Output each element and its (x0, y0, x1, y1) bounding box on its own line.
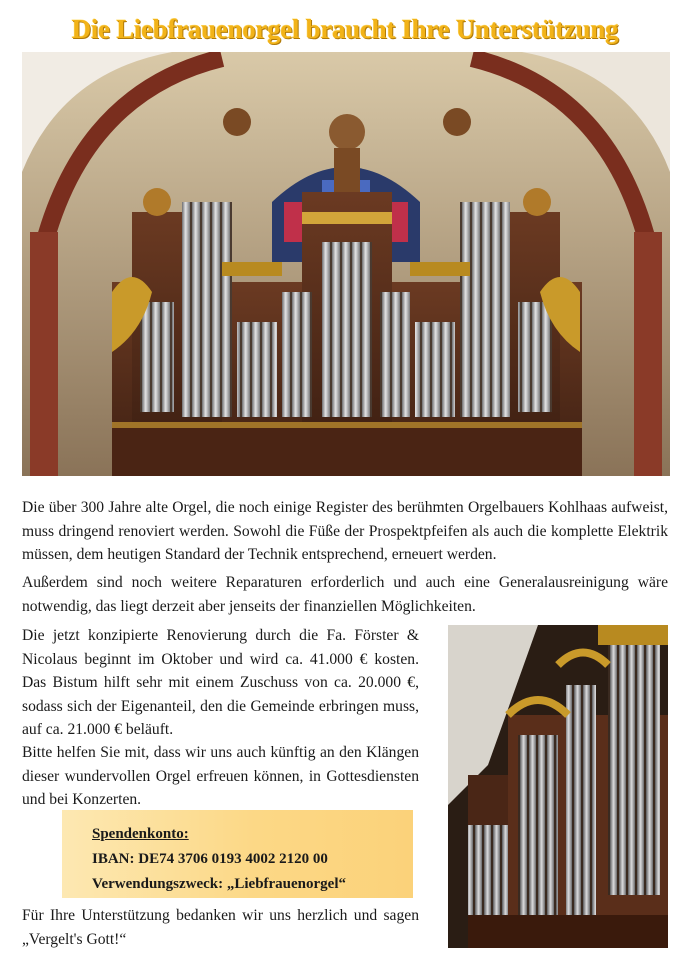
organ-photo (22, 52, 670, 476)
donation-purpose: Verwendungszweck: „Liebfrauenorgel“ (92, 876, 347, 892)
page-title: Die Liebfrauenorgel braucht Ihre Unterstützung (71, 14, 619, 44)
paragraph-thanks: Für Ihre Unterstützung bedanken wir uns herzlich und sagen „Vergelt's Gott!“ (22, 907, 419, 948)
paragraph-intro: Die über 300 Jahre alte Orgel, die noch einige Register des berühmten Orgelbauers Kohlhaas aufweist, muss dringend renoviert werden. Sowohl die Füße der Prospektpfeifen als auch die komplette Elektrik müssen, dem heutigen Standard der Technik entsprechend, erneuert werden. (22, 499, 668, 563)
organ-side-photo-icon (448, 625, 668, 948)
paragraph-costs: Die jetzt konzipierte Renovierung durch die Fa. Förster & Nicolaus beginnt im Oktober und wird ca. 41.000 € kosten. Das Bistum hilft sehr mit einem Zuschuss von ca. 20.000 €, sodass sich der Eigenanteil, den die Gemeinde erbringen muss, auf ca. 21.000 € beläuft. (22, 627, 419, 738)
organ-side-photo (448, 625, 668, 948)
paragraph-repairs: Außerdem sind noch weitere Reparaturen erforderlich und auch eine Generalausreinigung wäre notwendig, das liegt derzeit aber jenseits der finanziellen Möglichkeiten. (22, 574, 668, 615)
donation-iban: IBAN: DE74 3706 0193 4002 2120 00 (92, 851, 328, 867)
donation-label: Spendenkonto: (92, 826, 189, 842)
paragraph-appeal: Bitte helfen Sie mit, dass wir uns auch künftig an den Klängen dieser wundervollen Orgel erfreuen können, in Gottesdiensten und bei Konzerten. (22, 744, 419, 808)
organ-photo-icon (22, 52, 670, 476)
donation-box (62, 810, 413, 898)
